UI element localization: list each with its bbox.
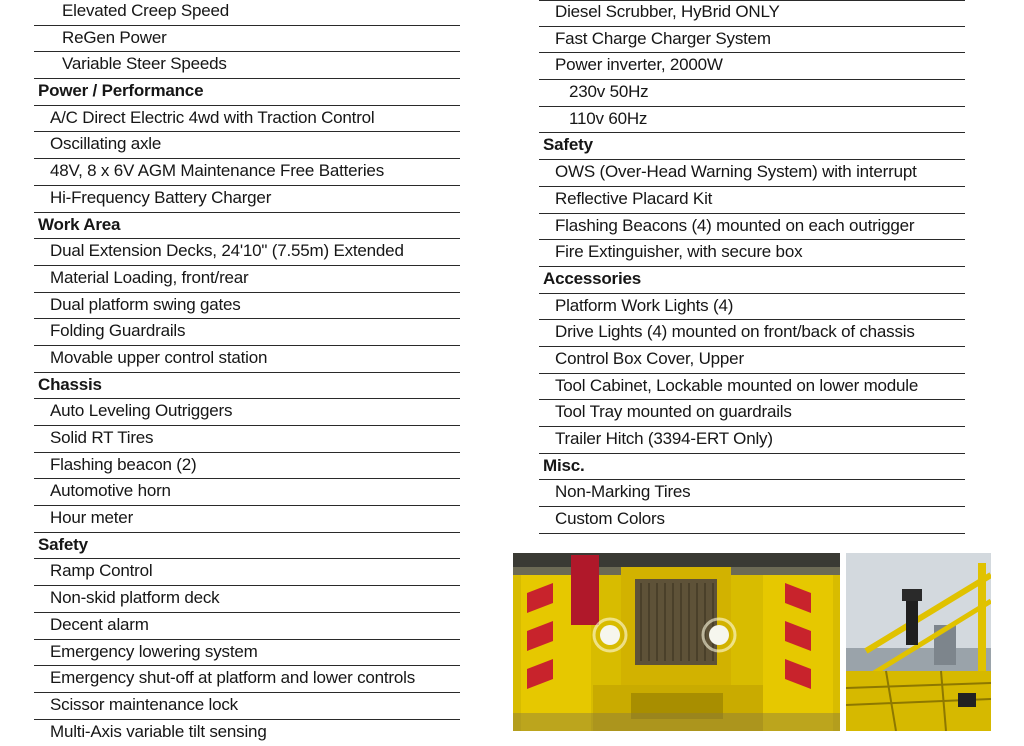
spec-item-scissor-maintenance-lock: Scissor maintenance lock xyxy=(34,693,460,720)
right-spec-column xyxy=(539,0,965,534)
spec-item-hour-meter: Hour meter xyxy=(34,506,460,533)
machine-rear-photo xyxy=(513,553,840,731)
spec-item-non-marking-tires: Non-Marking Tires xyxy=(539,480,965,507)
spec-item-variable-steer-speeds: Variable Steer Speeds xyxy=(34,52,460,79)
spec-item-fast-charge-charger-system: Fast Charge Charger System xyxy=(539,27,965,54)
spec-item-power-inverter-2000w: Power inverter, 2000W xyxy=(539,53,965,80)
spec-item-tool-cabinet-lockable-mounted-on-lower-module: Tool Cabinet, Lockable mounted on lower module xyxy=(539,374,965,401)
spec-item-oscillating-axle: Oscillating axle xyxy=(34,132,460,159)
section-header-work-area: Work Area xyxy=(34,213,460,240)
spec-item-diesel-scrubber-hybrid-only: Diesel Scrubber, HyBrid ONLY xyxy=(539,0,965,27)
spec-item-ramp-control: Ramp Control xyxy=(34,559,460,586)
spec-item-dual-extension-decks-24-10-7-55m-extended: Dual Extension Decks, 24'10" (7.55m) Extended xyxy=(34,239,460,266)
spec-item-flashing-beacon-2: Flashing beacon (2) xyxy=(34,453,460,480)
spec-item-48v-8-x-6v-agm-maintenance-free-batteries: 48V, 8 x 6V AGM Maintenance Free Batteries xyxy=(34,159,460,186)
spec-item-automotive-horn: Automotive horn xyxy=(34,479,460,506)
section-header-safety: Safety xyxy=(539,133,965,160)
spec-item-material-loading-front-rear: Material Loading, front/rear xyxy=(34,266,460,293)
section-header-accessories: Accessories xyxy=(539,267,965,294)
section-header-power-performance: Power / Performance xyxy=(34,79,460,106)
spec-item-a-c-direct-electric-4wd-with-traction-control: A/C Direct Electric 4wd with Traction Control xyxy=(34,106,460,133)
spec-item-control-box-cover-upper: Control Box Cover, Upper xyxy=(539,347,965,374)
spec-item-230v-50hz: 230v 50Hz xyxy=(539,80,965,107)
spec-item-emergency-lowering-system: Emergency lowering system xyxy=(34,640,460,667)
spec-item-solid-rt-tires: Solid RT Tires xyxy=(34,426,460,453)
machine-rear-illustration xyxy=(513,553,840,731)
spec-item-auto-leveling-outriggers: Auto Leveling Outriggers xyxy=(34,399,460,426)
spec-item-110v-60hz: 110v 60Hz xyxy=(539,107,965,134)
spec-item-fire-extinguisher-with-secure-box: Fire Extinguisher, with secure box xyxy=(539,240,965,267)
platform-illustration xyxy=(846,553,991,731)
platform-guardrail-photo xyxy=(846,553,991,731)
spec-item-elevated-creep-speed: Elevated Creep Speed xyxy=(34,0,460,26)
spec-item-reflective-placard-kit: Reflective Placard Kit xyxy=(539,187,965,214)
spec-item-dual-platform-swing-gates: Dual platform swing gates xyxy=(34,293,460,320)
spec-item-non-skid-platform-deck: Non-skid platform deck xyxy=(34,586,460,613)
spec-item-platform-work-lights-4: Platform Work Lights (4) xyxy=(539,294,965,321)
spec-item-multi-axis-variable-tilt-sensing: Multi-Axis variable tilt sensing xyxy=(50,721,267,741)
section-header-misc: Misc. xyxy=(539,454,965,481)
spec-item-ows-over-head-warning-system-with-interrupt: OWS (Over-Head Warning System) with interrupt xyxy=(539,160,965,187)
spec-item-movable-upper-control-station: Movable upper control station xyxy=(34,346,460,373)
spec-item-custom-colors: Custom Colors xyxy=(539,507,965,534)
spec-item-flashing-beacons-4-mounted-on-each-outrigger: Flashing Beacons (4) mounted on each outrigger xyxy=(539,214,965,241)
spec-item-tool-tray-mounted-on-guardrails: Tool Tray mounted on guardrails xyxy=(539,400,965,427)
left-spec-column xyxy=(34,0,460,746)
spec-item-folding-guardrails: Folding Guardrails xyxy=(34,319,460,346)
spec-item-drive-lights-4-mounted-on-front-back-of-chassis: Drive Lights (4) mounted on front/back of chassis xyxy=(539,320,965,347)
spec-item-trailer-hitch-3394-ert-only: Trailer Hitch (3394-ERT Only) xyxy=(539,427,965,454)
spec-item-regen-power: ReGen Power xyxy=(34,26,460,53)
section-header-chassis: Chassis xyxy=(34,373,460,400)
section-header-safety: Safety xyxy=(34,533,460,560)
spec-item-hi-frequency-battery-charger: Hi-Frequency Battery Charger xyxy=(34,186,460,213)
spec-item-emergency-shut-off-at-platform-and-lower-controls: Emergency shut-off at platform and lower controls xyxy=(34,666,460,693)
spec-item-decent-alarm: Decent alarm xyxy=(34,613,460,640)
